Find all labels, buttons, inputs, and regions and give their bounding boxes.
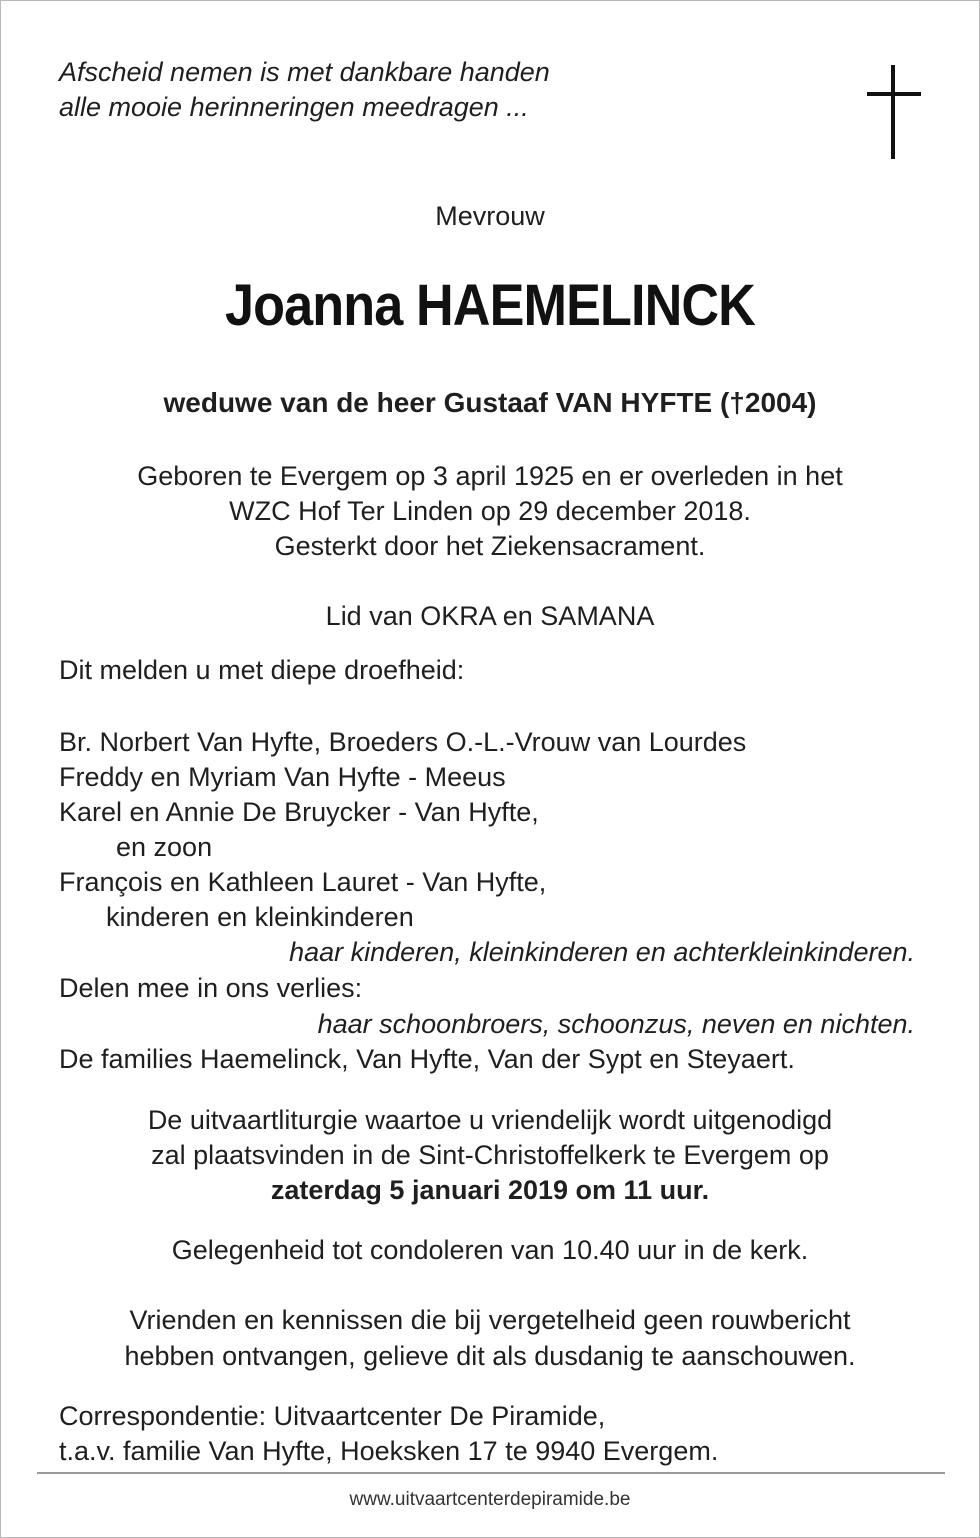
family-line-1: Br. Norbert Van Hyfte, Broeders O.-L.-Vrouw van Lourdes <box>59 727 747 757</box>
deceased-name-wrapper <box>1 274 979 338</box>
family-line-9: haar schoonbroers, schoonzus, neven en nichten. <box>317 1009 915 1039</box>
family-line-3: Karel en Annie De Bruycker - Van Hyfte, <box>59 797 539 827</box>
funeral-line-1: De uitvaartliturgie waartoe u vriendelijk wordt uitgenodigd <box>147 1105 833 1135</box>
birth-death-line-3: Gesterkt door het Ziekensacrament. <box>274 531 706 561</box>
family-line-6: kinderen en kleinkinderen <box>106 902 414 932</box>
quote-line-1: Afscheid nemen is met dankbare handen <box>59 57 550 87</box>
membership: Lid van OKRA en SAMANA <box>325 601 655 631</box>
latin-cross-icon <box>867 65 921 159</box>
correspondence-line-2: t.a.v. familie Van Hyfte, Hoeksken 17 te 9940 Evergem. <box>59 1436 719 1466</box>
website-link[interactable]: www.uitvaartcenterdepiramide.be <box>349 1489 631 1510</box>
funeral-line-2: zal plaatsvinden in de Sint-Christoffelkerk te Evergem op <box>151 1140 829 1170</box>
family-line-8: Delen mee in ons verlies: <box>59 973 363 1003</box>
family-line-5: François en Kathleen Lauret - Van Hyfte, <box>59 867 547 897</box>
deceased-name: Joanna HAEMELINCK <box>225 273 755 338</box>
announcement-intro: Dit melden u met diepe droefheid: <box>59 655 465 685</box>
notice-line-1: Vrienden en kennissen die bij vergetelheid geen rouwbericht <box>129 1305 851 1335</box>
spouse-line: weduwe van de heer Gustaaf VAN HYFTE (†2004) <box>163 387 817 418</box>
correspondence-line-1: Correspondentie: Uitvaartcenter De Piramide, <box>59 1401 606 1431</box>
funeral-date: zaterdag 5 januari 2019 om 11 uur. <box>270 1175 710 1205</box>
family-line-10: De families Haemelinck, Van Hyfte, Van der Sypt en Steyaert. <box>59 1044 795 1074</box>
notice-line-2: hebben ontvangen, gelieve dit als dusdanig te aanschouwen. <box>124 1341 856 1371</box>
birth-death-line-1: Geboren te Evergem op 3 april 1925 en er overleden in het <box>137 461 843 491</box>
family-line-2: Freddy en Myriam Van Hyfte - Meeus <box>59 762 506 792</box>
quote-line-2: alle mooie herinneringen meedragen ... <box>59 92 529 122</box>
footer-divider <box>37 1472 945 1474</box>
family-line-4: en zoon <box>116 832 213 862</box>
salutation: Mevrouw <box>435 201 545 231</box>
birth-death-line-2: WZC Hof Ter Linden op 29 december 2018. <box>229 496 751 526</box>
family-line-7: haar kinderen, kleinkinderen en achterkleinkinderen. <box>289 937 915 967</box>
cross-vertical-bar <box>891 65 895 159</box>
condolence: Gelegenheid tot condoleren van 10.40 uur in de kerk. <box>171 1235 809 1265</box>
cross-horizontal-bar <box>867 92 921 96</box>
